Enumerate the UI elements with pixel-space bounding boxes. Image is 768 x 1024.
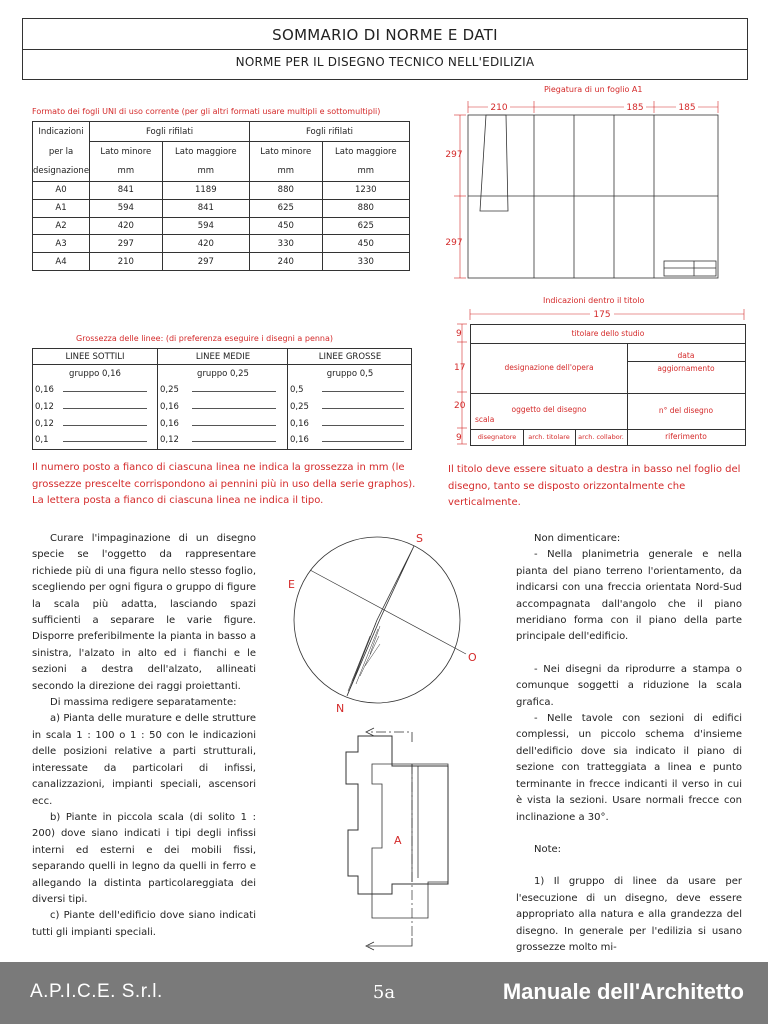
line-value: 0,16 bbox=[160, 402, 179, 412]
title-block-mark bbox=[664, 261, 716, 276]
tb-update: aggiornamento bbox=[657, 364, 715, 373]
line-table-note: Il numero posto a fianco di ciascuna linea ne indica la grossezza in mm (le grossezze prescelte corrispondono ai pennini più in uso della serie graphos). La lettera posta a fianco di ciascuna linea ne indica il tipo. bbox=[32, 462, 416, 506]
table-cell: 841 bbox=[90, 182, 163, 200]
format-table bbox=[32, 121, 410, 271]
folding-caption: Piegatura di un foglio A1 bbox=[544, 85, 643, 94]
tb-subject: oggetto del disegno bbox=[511, 405, 587, 414]
tb-arch2: arch. collabor. bbox=[578, 433, 624, 441]
line-value: 0,16 bbox=[35, 385, 54, 395]
title-block bbox=[470, 324, 746, 446]
column-title: LINEE GROSSE bbox=[318, 352, 382, 362]
table-row bbox=[33, 199, 410, 217]
paragraph: - Nella planimetria generale e nella pianta del piano terreno l'orientamento, da indicarsi con una freccia orientata Nord-Sud accompagnata dall'angolo che il piano meridiano forma con il piano della parte principale dell'edificio. bbox=[516, 549, 742, 643]
table-row bbox=[33, 217, 410, 235]
paragraph: Non dimenticare: bbox=[534, 533, 621, 544]
table-cell: A2 bbox=[33, 217, 90, 235]
line-value: 0,12 bbox=[35, 402, 54, 412]
table-cell: 841 bbox=[162, 199, 249, 217]
table-head-cell: Lato minore bbox=[90, 142, 163, 162]
compass-diagram bbox=[280, 526, 510, 716]
header-divider bbox=[23, 49, 747, 50]
paragraph: - Nei disegni da riprodurre a stampa o comunque soggetti a riduzione la scala grafica. bbox=[516, 663, 742, 708]
column-title: LINEE MEDIE bbox=[195, 352, 251, 362]
format-table-caption: Formato dei fogli UNI di uso corrente (per gli altri formati usare multipli e sottomultipli) bbox=[32, 107, 381, 116]
paragraph: Note: bbox=[534, 843, 562, 855]
table-head-cell: mm bbox=[322, 162, 409, 182]
dim-label: 185 bbox=[678, 103, 696, 113]
table-cell: 420 bbox=[90, 217, 163, 235]
dim-label: 297 bbox=[445, 150, 463, 160]
folded-flap bbox=[480, 115, 508, 211]
paragraph: - Nelle tavole con sezioni di edifici complessi, un piccolo schema d'insieme dell'edificio dove sia indicato il piano di sezione con tratteggiata a linea e punto terminante in frecce indicanti il verso in cui è vista la sezioni. Usare normali frecce con inclinazione a 30°. bbox=[516, 713, 742, 823]
line-value: 0,16 bbox=[290, 435, 309, 445]
line-value: 0,16 bbox=[160, 419, 179, 429]
tb-number: n° del disegno bbox=[658, 406, 714, 415]
table-head-cell: mm bbox=[250, 162, 323, 182]
table-cell: 420 bbox=[162, 235, 249, 253]
dim-label: 297 bbox=[445, 238, 463, 248]
compass-label-e: E bbox=[288, 578, 295, 591]
column-title: LINEE SOTTILI bbox=[65, 352, 125, 362]
paragraph: Curare l'impaginazione di un disegno specie se l'oggetto da rappresentare richiede più di una figura nello stesso foglio, scegliendo per ogni figura o gruppo di figure la scala più adatta, lasciando spazi sufficienti a separare le varie figure. Disporre preferibilmente la pianta in basso a sinistra, l'alzato in alto ed i fianchi e le sezioni a destra dell'alzato, allineati secondo la direzione dei raggi proiettanti. bbox=[32, 533, 256, 692]
compass-needle bbox=[347, 546, 414, 696]
paragraph: b) Piante in piccola scala (di solito 1 : 200) dove siano indicati i tipi degli infissi interni ed esterni e dei mobili fissi, separando quelli in legno da quelli in ferro e allegando la distinta particolareggiata dei diversi tipi. bbox=[32, 811, 256, 905]
table-cell: 330 bbox=[250, 235, 323, 253]
header-box bbox=[22, 18, 748, 80]
line-table-caption: Grossezza delle linee: (di preferenza eseguire i disegni a penna) bbox=[76, 334, 334, 343]
table-cell: 297 bbox=[90, 235, 163, 253]
left-text-column bbox=[32, 531, 256, 941]
table-cell: 450 bbox=[250, 217, 323, 235]
dim-label: 210 bbox=[490, 103, 508, 113]
footer-company: A.P.I.C.E. S.r.l. bbox=[30, 981, 163, 1002]
section-schema bbox=[338, 728, 468, 958]
tb-work: designazione dell'opera bbox=[504, 363, 594, 372]
table-cell: 625 bbox=[250, 199, 323, 217]
table-cell: 210 bbox=[90, 253, 163, 271]
dim-label: 185 bbox=[626, 103, 644, 113]
table-head-cell: Indicazioni bbox=[33, 122, 90, 142]
dim-label: 17 bbox=[454, 363, 466, 373]
table-cell: A1 bbox=[33, 199, 90, 217]
table-cell: 330 bbox=[322, 253, 409, 271]
building-plan-inner bbox=[372, 764, 448, 918]
table-row bbox=[33, 235, 410, 253]
tb-holder: titolare dello studio bbox=[571, 329, 645, 338]
right-text-column bbox=[516, 531, 742, 956]
table-cell: 297 bbox=[162, 253, 249, 271]
table-head-cell: Lato maggiore bbox=[322, 142, 409, 162]
table-head-cell: per la bbox=[33, 142, 90, 162]
table-cell: 1230 bbox=[322, 182, 409, 200]
compass-axis bbox=[310, 570, 466, 654]
table-head-cell: Lato maggiore bbox=[162, 142, 249, 162]
paragraph: c) Piante dell'edificio dove siano indicati tutti gli impianti speciali. bbox=[32, 910, 256, 938]
line-value: 0,25 bbox=[160, 385, 179, 395]
table-cell: A4 bbox=[33, 253, 90, 271]
line-value: 0,5 bbox=[290, 385, 304, 395]
table-head-cell: Lato minore bbox=[250, 142, 323, 162]
title-block-caption: Indicazioni dentro il titolo bbox=[543, 296, 645, 305]
table-cell: 880 bbox=[322, 199, 409, 217]
line-value: 0,1 bbox=[35, 435, 49, 445]
section-line bbox=[368, 732, 412, 742]
line-value: 0,25 bbox=[290, 402, 309, 412]
footer-bar bbox=[0, 962, 768, 1024]
footer-book-title: Manuale dell'Architetto bbox=[502, 979, 744, 1004]
tb-ref: riferimento bbox=[665, 432, 707, 441]
title-block-note: Il titolo deve essere situato a destra in basso nel foglio del disegno, tanto se disposto orizzontalmente che verticalmente. bbox=[448, 464, 741, 508]
paragraph: 1) Il gruppo di linee da usare per l'esecuzione di un disegno, deve essere appropriato alla natura e alla grandezza del disegno. In generale per l'edilizia si usano grossezze molto mi- bbox=[516, 876, 742, 953]
compass-label-n: N bbox=[336, 702, 345, 715]
section-label: A bbox=[394, 834, 402, 847]
table-cell: 625 bbox=[322, 217, 409, 235]
page-number: 5a bbox=[372, 982, 396, 1003]
tb-date: data bbox=[677, 351, 695, 360]
building-plan-outline bbox=[346, 736, 448, 894]
line-value: 0,12 bbox=[160, 435, 179, 445]
tb-scale: scala bbox=[475, 415, 495, 424]
line-value: 0,12 bbox=[35, 419, 54, 429]
table-cell: A3 bbox=[33, 235, 90, 253]
table-cell: 880 bbox=[250, 182, 323, 200]
folding-diagram bbox=[445, 95, 748, 285]
table-head-cell: Fogli rifilati bbox=[90, 122, 250, 142]
table-cell: A0 bbox=[33, 182, 90, 200]
table-cell: 594 bbox=[162, 217, 249, 235]
paragraph: a) Pianta delle murature e delle strutture in scala 1 : 100 o 1 : 50 con le indicazioni delle posizioni relative a parti strutturali, interessate da particolari di infissi, canalizzazioni, impianti speciali, ascensori ecc. bbox=[32, 713, 256, 807]
dim-label: 175 bbox=[593, 310, 611, 320]
sheet-outline bbox=[468, 115, 718, 278]
section-line bbox=[368, 938, 412, 946]
line-column-medium bbox=[157, 349, 288, 449]
table-head-cell: mm bbox=[90, 162, 163, 182]
line-weight-table bbox=[32, 348, 412, 450]
page-subtitle: NORME PER IL DISEGNO TECNICO NELL'EDILIZIA bbox=[235, 55, 535, 69]
tb-arch1: arch. titolare bbox=[528, 433, 570, 441]
column-group: gruppo 0,5 bbox=[326, 369, 374, 379]
table-row bbox=[33, 253, 410, 271]
table-cell: 240 bbox=[250, 253, 323, 271]
table-cell: 1189 bbox=[162, 182, 249, 200]
table-head-cell: mm bbox=[162, 162, 249, 182]
line-column-thick bbox=[287, 349, 412, 449]
dim-label: 9 bbox=[456, 433, 462, 443]
dim-label: 9 bbox=[456, 329, 462, 339]
line-value: 0,16 bbox=[290, 419, 309, 429]
dim-label: 20 bbox=[454, 401, 466, 411]
table-cell: 450 bbox=[322, 235, 409, 253]
tb-drafter: disegnatore bbox=[477, 433, 517, 441]
table-head-cell: designazione bbox=[33, 162, 90, 182]
paragraph: Di massima redigere separatamente: bbox=[50, 697, 237, 709]
page-title: SOMMARIO DI NORME E DATI bbox=[272, 26, 498, 44]
column-group: gruppo 0,25 bbox=[197, 369, 249, 379]
compass-label-o: O bbox=[468, 651, 477, 664]
compass-label-s: S bbox=[416, 532, 423, 545]
column-group: gruppo 0,16 bbox=[69, 369, 121, 379]
table-head-cell: Fogli rifilati bbox=[250, 122, 410, 142]
table-row bbox=[33, 182, 410, 200]
table-cell: 594 bbox=[90, 199, 163, 217]
line-column-thin bbox=[33, 349, 157, 449]
